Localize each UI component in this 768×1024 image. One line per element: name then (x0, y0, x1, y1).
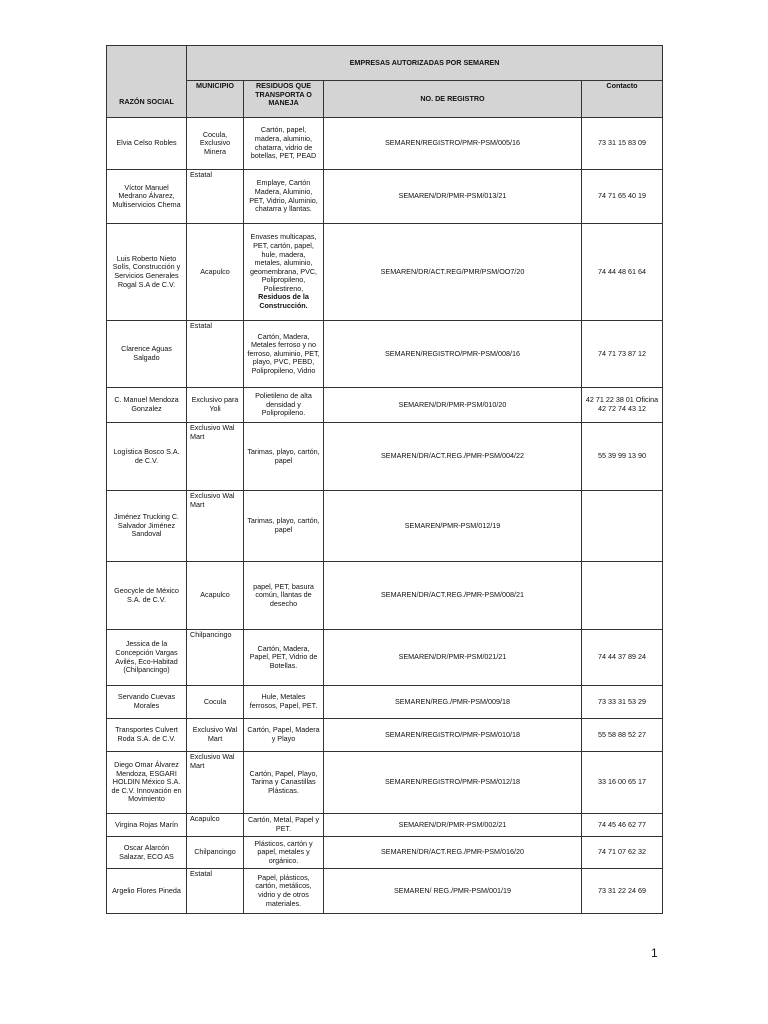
razon-social-cell: Clarence Aguas Salgado (107, 321, 187, 388)
residuos-text: Hule, Metales ferrosos, Papel, PET. (249, 692, 318, 710)
table-row (107, 118, 663, 170)
municipio-cell: Cocula (187, 686, 244, 719)
residuos-cell (244, 814, 324, 837)
registro-cell: SEMAREN/REGISTRO/PMR-PSM/005/16 (324, 118, 582, 170)
razon-social-cell: Jessica de la Concepción Vargas Avilés, Eco-Habitad (Chilpancingo) (107, 630, 187, 686)
table-row (107, 491, 663, 562)
razon-social-cell: Elvia Celso Robles (107, 118, 187, 170)
municipio-cell: Exclusivo Wal Mart (187, 423, 244, 491)
table-row (107, 321, 663, 388)
table-row (107, 837, 663, 869)
header-group-title: EMPRESAS AUTORIZADAS POR SEMAREN (187, 46, 663, 81)
header-registro: NO. DE REGISTRO (324, 81, 582, 118)
table-row (107, 719, 663, 752)
table-row (107, 752, 663, 814)
table-row (107, 224, 663, 321)
residuos-text: Cartón, papel, madera, aluminio, chatarra, vidrio de botellas, PET, PEAD (250, 125, 317, 161)
residuos-cell (244, 423, 324, 491)
residuos-cell (244, 118, 324, 170)
contacto-cell: 74 71 65 40 19 (582, 170, 663, 224)
table-row (107, 170, 663, 224)
razon-social-cell: Logística Bosco S.A. de C.V. (107, 423, 187, 491)
table-row (107, 423, 663, 491)
registro-cell: SEMAREN/DR/ACT.REG./PMR-PSM/004/22 (324, 423, 582, 491)
residuos-cell (244, 388, 324, 423)
registro-cell: SEMAREN/DR/PMR-PSM/002/21 (324, 814, 582, 837)
residuos-cell (244, 491, 324, 562)
razon-social-cell: Oscar Alarcón Salazar, ECO AS (107, 837, 187, 869)
header-row-top (107, 46, 663, 81)
header-contacto: Contacto (582, 81, 663, 118)
residuos-text: Cartón, Madera, Metales ferroso y no ferroso, aluminio, PET, playo, PVC, PEBD, Polipropileno, Vidrio (247, 331, 320, 375)
registro-cell: SEMAREN/DR/ACT.REG./PMR-PSM/008/21 (324, 562, 582, 630)
municipio-cell: Estatal (187, 869, 244, 914)
razon-social-cell: Jiménez Trucking C. Salvador Jiménez Sandoval (107, 491, 187, 562)
header-municipio: MUNICIPIO (187, 81, 244, 118)
contacto-cell: 55 39 99 13 90 (582, 423, 663, 491)
contacto-cell (582, 491, 663, 562)
companies-table (106, 45, 663, 914)
municipio-cell: Exclusivo Wal Mart (187, 719, 244, 752)
razon-social-cell: Víctor Manuel Medrano Álvarez, Multiservicios Chema (107, 170, 187, 224)
razon-social-cell: Diego Omar Álvarez Mendoza, ESGARI HOLDIN México S.A. de C.V. Innovación en Movimiento (107, 752, 187, 814)
header-row-bottom (107, 81, 663, 118)
municipio-cell: Estatal (187, 321, 244, 388)
residuos-text: Cartón, Metal, Papel y PET. (247, 815, 320, 833)
registro-cell: SEMAREN/REGISTRO/PMR-PSM/010/18 (324, 719, 582, 752)
residuos-cell (244, 630, 324, 686)
table-row (107, 562, 663, 630)
residuos-cell (244, 321, 324, 388)
residuos-text: Cartón, Papel, Playo, Tarima y Canastillas Plásticas. (249, 768, 318, 795)
municipio-cell: Acapulco (187, 224, 244, 321)
contacto-cell: 55 58 88 52 27 (582, 719, 663, 752)
municipio-cell: Exclusivo Wal Mart (187, 491, 244, 562)
registro-cell: SEMAREN/DR/PMR-PSM/021/21 (324, 630, 582, 686)
table-row (107, 814, 663, 837)
municipio-cell: Acapulco (187, 814, 244, 837)
razon-social-cell: Argelio Flores Pineda (107, 869, 187, 914)
residuos-cell (244, 869, 324, 914)
razon-social-cell: Servando Cuevas Morales (107, 686, 187, 719)
registro-cell: SEMAREN/DR/PMR-PSM/013/21 (324, 170, 582, 224)
header-residuos: RESIDUOS QUE TRANSPORTA O MANEJA (244, 81, 324, 118)
registro-cell: SEMAREN/DR/ACT.REG/PMR/PSM/OO7/20 (324, 224, 582, 321)
contacto-cell: 74 71 07 62 32 (582, 837, 663, 869)
residuos-cell (244, 224, 324, 321)
contacto-cell (582, 562, 663, 630)
municipio-cell: Exclusivo Wal Mart (187, 752, 244, 814)
table-row (107, 388, 663, 423)
residuos-text: Cartón, Madera, Papel, PET, Vidrio de Botellas. (249, 643, 318, 670)
header-razon-social: RAZÓN SOCIAL (107, 46, 187, 118)
residuos-cell (244, 719, 324, 752)
razon-social-cell: Virgina Rojas Marín (107, 814, 187, 837)
contacto-cell: 74 45 46 62 77 (582, 814, 663, 837)
contacto-cell: 73 31 22 24 69 (582, 869, 663, 914)
contacto-cell: 74 44 48 61 64 (582, 224, 663, 321)
razon-social-cell: Luis Roberto Nieto Solís, Construcción y Servicios Generales Rogal S.A de C.V. (107, 224, 187, 321)
municipio-cell: Exclusivo para Yoli (187, 388, 244, 423)
registro-cell: SEMAREN/REGISTRO/PMR-PSM/008/16 (324, 321, 582, 388)
residuos-cell (244, 170, 324, 224)
registro-cell: SEMAREN/REGISTRO/PMR-PSM/012/18 (324, 752, 582, 814)
municipio-cell: Cocula, Exclusivo Minera (187, 118, 244, 170)
residuos-text: Envases multicapas, PET, cartón, papel, hule, madera, metales, aluminio, geomembrana, PVC, Polipropileno, Poliestireno, (249, 232, 318, 293)
table-row (107, 630, 663, 686)
municipio-cell: Chilpancingo (187, 837, 244, 869)
razon-social-cell: C. Manuel Mendoza Gonzalez (107, 388, 187, 423)
residuos-text: Tarimas, playo, cartón, papel (247, 446, 320, 465)
residuos-text: Emplaye, Cartón Madera, Aluminio, PET, Vidrio, Aluminio, chatarra y llantas. (249, 178, 318, 214)
registro-cell: SEMAREN/REG./PMR-PSM/009/18 (324, 686, 582, 719)
residuos-text: Tarimas, playo, cartón, papel (247, 516, 320, 534)
municipio-cell: Acapulco (187, 562, 244, 630)
razon-social-cell: Transportes Culvert Roda S.A. de C.V. (107, 719, 187, 752)
registro-cell: SEMAREN/DR/ACT.REG./PMR-PSM/016/20 (324, 837, 582, 869)
contacto-cell: 73 31 15 83 09 (582, 118, 663, 170)
residuos-text: Polietileno de alta densidad y Polipropileno. (255, 391, 312, 418)
residuos-text: Plásticos, cartón y papel, metales y orgánico. (254, 838, 313, 865)
razon-social-cell: Geocycle de México S.A. de C.V. (107, 562, 187, 630)
contacto-cell: 73 33 31 53 29 (582, 686, 663, 719)
residuos-cell (244, 686, 324, 719)
residuos-bold-text: Residuos de la Construcción. (258, 292, 309, 311)
registro-cell: SEMAREN/DR/PMR-PSM/010/20 (324, 388, 582, 423)
registro-cell: SEMAREN/PMR-PSM/012/19 (324, 491, 582, 562)
table-row (107, 869, 663, 914)
residuos-text: Cartón, Papel, Madera y Playo (247, 725, 320, 743)
table-row (107, 686, 663, 719)
residuos-text: papel, PET, basura común, llantas de desecho (253, 581, 314, 608)
registro-cell: SEMAREN/ REG./PMR-PSM/001/19 (324, 869, 582, 914)
contacto-cell: 33 16 00 65 17 (582, 752, 663, 814)
residuos-text: Papel, plásticos, cartón, metálicos, vidrio y de otros materiales. (255, 872, 312, 908)
contacto-cell: 42 71 22 38 01 Oficina 42 72 74 43 12 (582, 388, 663, 423)
municipio-cell: Estatal (187, 170, 244, 224)
contacto-cell: 74 44 37 89 24 (582, 630, 663, 686)
residuos-cell (244, 562, 324, 630)
municipio-cell: Chilpancingo (187, 630, 244, 686)
residuos-cell (244, 837, 324, 869)
residuos-cell (244, 752, 324, 814)
contacto-cell: 74 71 73 87 12 (582, 321, 663, 388)
page-number: 1 (651, 946, 658, 960)
